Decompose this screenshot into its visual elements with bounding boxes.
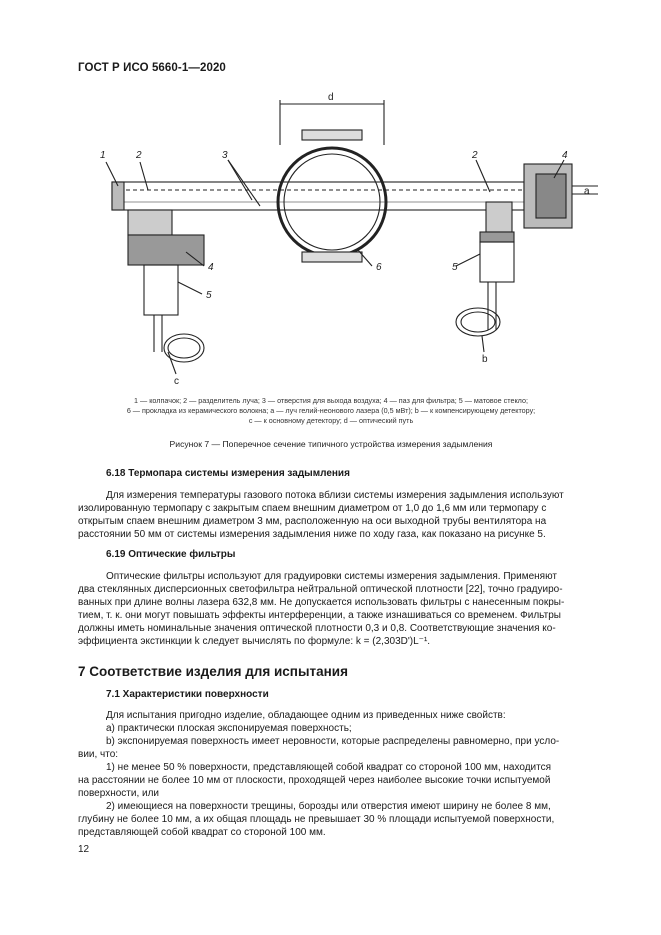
figure-caption: Рисунок 7 — Поперечное сечение типичного устройства измерения задымления bbox=[169, 439, 493, 449]
text-line: ванных при длине волны лазера 632,8 мм. Не допускается использовать фильтры с нанесенным покры- bbox=[78, 597, 565, 608]
section-6-19-heading: 6.19 Оптические фильтры bbox=[106, 549, 236, 560]
page-number: 12 bbox=[78, 844, 90, 855]
text-line: эффициента экстинкции k следует вычислять по формуле: k = (2,303D')L⁻¹. bbox=[78, 636, 431, 647]
section-7-1-heading: 7.1 Характеристики поверхности bbox=[106, 689, 269, 700]
section-7-heading: 7 Соответствие изделия для испытания bbox=[78, 664, 348, 679]
text-line: Для измерения температуры газового потока вблизи системы измерения задымления используют bbox=[106, 490, 564, 501]
fig-label-b: b bbox=[482, 354, 488, 365]
text-line: поверхности, или bbox=[78, 788, 160, 799]
clamp-top bbox=[302, 130, 362, 140]
fig-label-a: a bbox=[584, 186, 590, 197]
fig-label-4a: 4 bbox=[562, 150, 568, 161]
figure-legend-line-1: 1 — колпачок; 2 — разделитель луча; 3 — отверстия для выхода воздуха; 4 — паз для фильтра; 5 — матовое стекло; bbox=[134, 396, 528, 405]
text-line: Оптические фильтры используют для градуировки системы измерения задымления. Применяют bbox=[106, 571, 557, 582]
left-filter-housing bbox=[128, 235, 204, 265]
right-detector-tube bbox=[480, 242, 514, 282]
left-detector-tube bbox=[144, 265, 178, 315]
text-line: 1) не менее 50 % поверхности, представляющей собой квадрат со стороной 100 мм, находится bbox=[106, 762, 552, 773]
text-line: 2) имеющиеся на поверхности трещины, борозды или отверстия имеют ширину не более 8 мм, bbox=[106, 801, 551, 812]
left-cap bbox=[112, 182, 124, 210]
text-line: на расстоянии не более 10 мм от плоскости, проходящей через наиболее высокие точки испытуемой bbox=[78, 775, 551, 786]
text-line: должны иметь номинальные значения оптической плотности 0,3 и 0,8. Соответствующие значения ко- bbox=[78, 623, 556, 634]
section-6-19-body bbox=[78, 570, 611, 648]
fig-label-4b: 4 bbox=[208, 262, 214, 273]
figure-legend-line-2: 6 — прокладка из керамического волокна; a — луч гелий-неонового лазера (0,5 мВт); b — к компенсирующему детектору; bbox=[126, 406, 536, 415]
main-tube bbox=[112, 182, 524, 210]
text-line: два стеклянных дисперсионных светофильтра нейтральной оптической плотности [22], точно градуиро- bbox=[78, 584, 563, 595]
fig-label-c: c bbox=[174, 376, 179, 387]
text-line: Для испытания пригодно изделие, обладающее одним из приведенных ниже свойств: bbox=[106, 710, 506, 721]
text-line: b) экспонируемая поверхность имеет неровности, которые распределены равномерно, при усло- bbox=[106, 736, 560, 747]
text-line: вии, что: bbox=[78, 749, 119, 760]
fig-label-1: 1 bbox=[100, 150, 106, 161]
fig-label-5a: 5 bbox=[206, 290, 212, 301]
text-line: расстоянии 50 мм от системы измерения задымления ниже по ходу газа, как показано на рисунке 5. bbox=[78, 529, 546, 540]
left-detector-head bbox=[128, 210, 172, 235]
section-6-18-body bbox=[78, 489, 611, 541]
text-line: открытым спаем внешним диаметром 3 мм, расположенную на оси выходной трубы вентилятора на bbox=[78, 516, 547, 527]
text-line: глубину не более 10 мм, а их общая площадь не превышает 30 % площади испытуемой поверхности, bbox=[78, 814, 555, 825]
document-header: ГОСТ Р ИСО 5660-1—2020 bbox=[78, 62, 226, 74]
fig-label-5b: 5 bbox=[452, 262, 458, 273]
fig-label-6: 6 bbox=[376, 262, 382, 273]
text-line: а) практически плоская экспонируемая поверхность; bbox=[106, 723, 352, 734]
fig-label-d: d bbox=[328, 92, 334, 103]
fig-label-3: 3 bbox=[222, 150, 228, 161]
figure-7-drawing bbox=[88, 90, 608, 390]
text-line: тием, т. к. они могут повышать эффекты интерференции, а также изнашиваться со временем. Фильтры bbox=[78, 610, 561, 621]
clamp-bottom bbox=[302, 252, 362, 262]
text-line: представляющей собой квадрат со стороной 100 мм. bbox=[78, 827, 326, 838]
section-7-1-body bbox=[78, 709, 611, 839]
text-line: изолированную термопару с закрытым спаем внешним диаметром от 1,0 до 1,6 мм или термопару с bbox=[78, 503, 547, 514]
fig-label-2b: 2 bbox=[472, 150, 478, 161]
section-6-18-heading: 6.18 Термопара системы измерения задымления bbox=[106, 468, 350, 479]
figure-legend-line-3: c — к основному детектору; d — оптический путь bbox=[248, 416, 414, 425]
right-detector-head bbox=[486, 202, 512, 232]
fig-label-2a: 2 bbox=[136, 150, 142, 161]
